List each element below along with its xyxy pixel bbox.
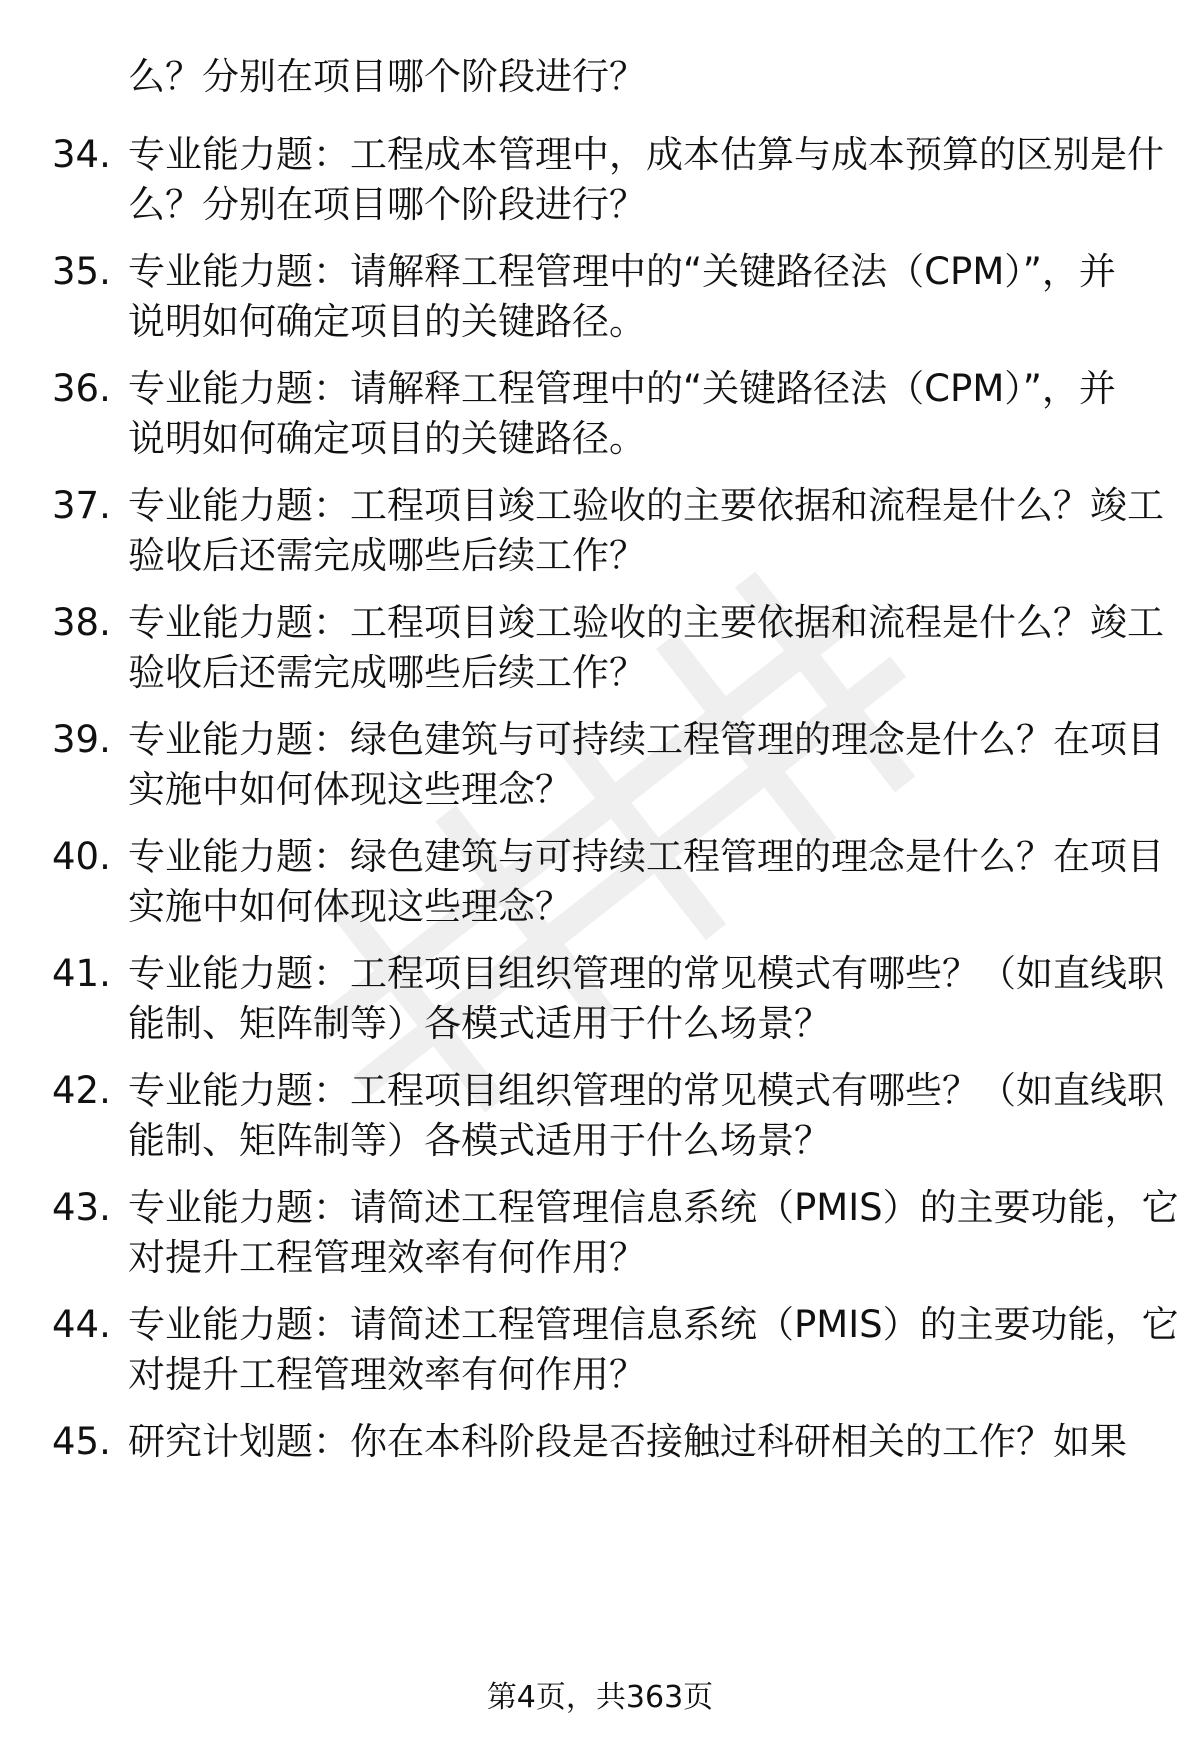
item-line: 专业能力题：绿色建筑与可持续工程管理的理念是什么？在项目 [128, 835, 1164, 878]
item-number: 36. [52, 367, 111, 410]
item-text [128, 832, 1200, 932]
item-line: 对提升工程管理效率有何作用？ [128, 1353, 646, 1396]
item-line: 么？分别在项目哪个阶段进行？ [128, 55, 646, 98]
item-line: 专业能力题：请解释工程管理中的“关键路径法（CPM）”，并 [128, 250, 1116, 293]
item-number: 37. [52, 484, 111, 527]
item-line: 研究计划题：你在本科阶段是否接触过科研相关的工作？如果 [128, 1420, 1127, 1463]
item-line: 专业能力题：请简述工程管理信息系统（PMIS）的主要功能，它 [128, 1303, 1179, 1346]
item-number: 39. [52, 718, 111, 761]
item-line: 对提升工程管理效率有何作用？ [128, 1236, 646, 1279]
item-text [128, 247, 1200, 347]
item-number: 40. [52, 835, 111, 878]
item-line: 么？分别在项目哪个阶段进行？ [128, 183, 646, 226]
item-text [128, 52, 1200, 102]
item-text [128, 1066, 1200, 1166]
item-text [128, 1417, 1200, 1467]
item-line: 能制、矩阵制等）各模式适用于什么场景？ [128, 1119, 831, 1162]
item-line: 专业能力题：绿色建筑与可持续工程管理的理念是什么？在项目 [128, 718, 1164, 761]
item-line: 专业能力题：工程项目竣工验收的主要依据和流程是什么？竣工 [128, 601, 1164, 644]
item-number: 43. [52, 1186, 111, 1229]
page-footer: 第4页，共363页 [486, 1680, 714, 1715]
item-text [128, 715, 1200, 815]
item-number: 38. [52, 601, 111, 644]
item-line: 验收后还需完成哪些后续工作？ [128, 534, 646, 577]
item-text [128, 1300, 1200, 1400]
item-line: 专业能力题：工程项目竣工验收的主要依据和流程是什么？竣工 [128, 484, 1164, 527]
item-line: 专业能力题：工程项目组织管理的常见模式有哪些？（如直线职 [128, 952, 1164, 995]
item-number: 34. [52, 133, 111, 176]
item-line: 专业能力题：工程项目组织管理的常见模式有哪些？（如直线职 [128, 1069, 1164, 1112]
item-line: 验收后还需完成哪些后续工作？ [128, 651, 646, 694]
item-text [128, 598, 1200, 698]
item-line: 专业能力题：请简述工程管理信息系统（PMIS）的主要功能，它 [128, 1186, 1179, 1229]
item-text [128, 130, 1200, 230]
item-line: 实施中如何体现这些理念？ [128, 885, 572, 928]
item-number: 42. [52, 1069, 111, 1112]
item-text [128, 481, 1200, 581]
item-text [128, 949, 1200, 1049]
item-line: 实施中如何体现这些理念？ [128, 768, 572, 811]
item-line: 说明如何确定项目的关键路径。 [128, 300, 646, 343]
item-number: 44. [52, 1303, 111, 1346]
item-line: 说明如何确定项目的关键路径。 [128, 417, 646, 460]
item-line: 能制、矩阵制等）各模式适用于什么场景？ [128, 1002, 831, 1045]
item-text [128, 1183, 1200, 1283]
item-text [128, 364, 1200, 464]
item-number: 35. [52, 250, 111, 293]
item-line: 专业能力题：工程成本管理中，成本估算与成本预算的区别是什 [128, 133, 1164, 176]
item-line: 专业能力题：请解释工程管理中的“关键路径法（CPM）”，并 [128, 367, 1116, 410]
item-number: 41. [52, 952, 111, 995]
item-number: 45. [52, 1420, 111, 1463]
